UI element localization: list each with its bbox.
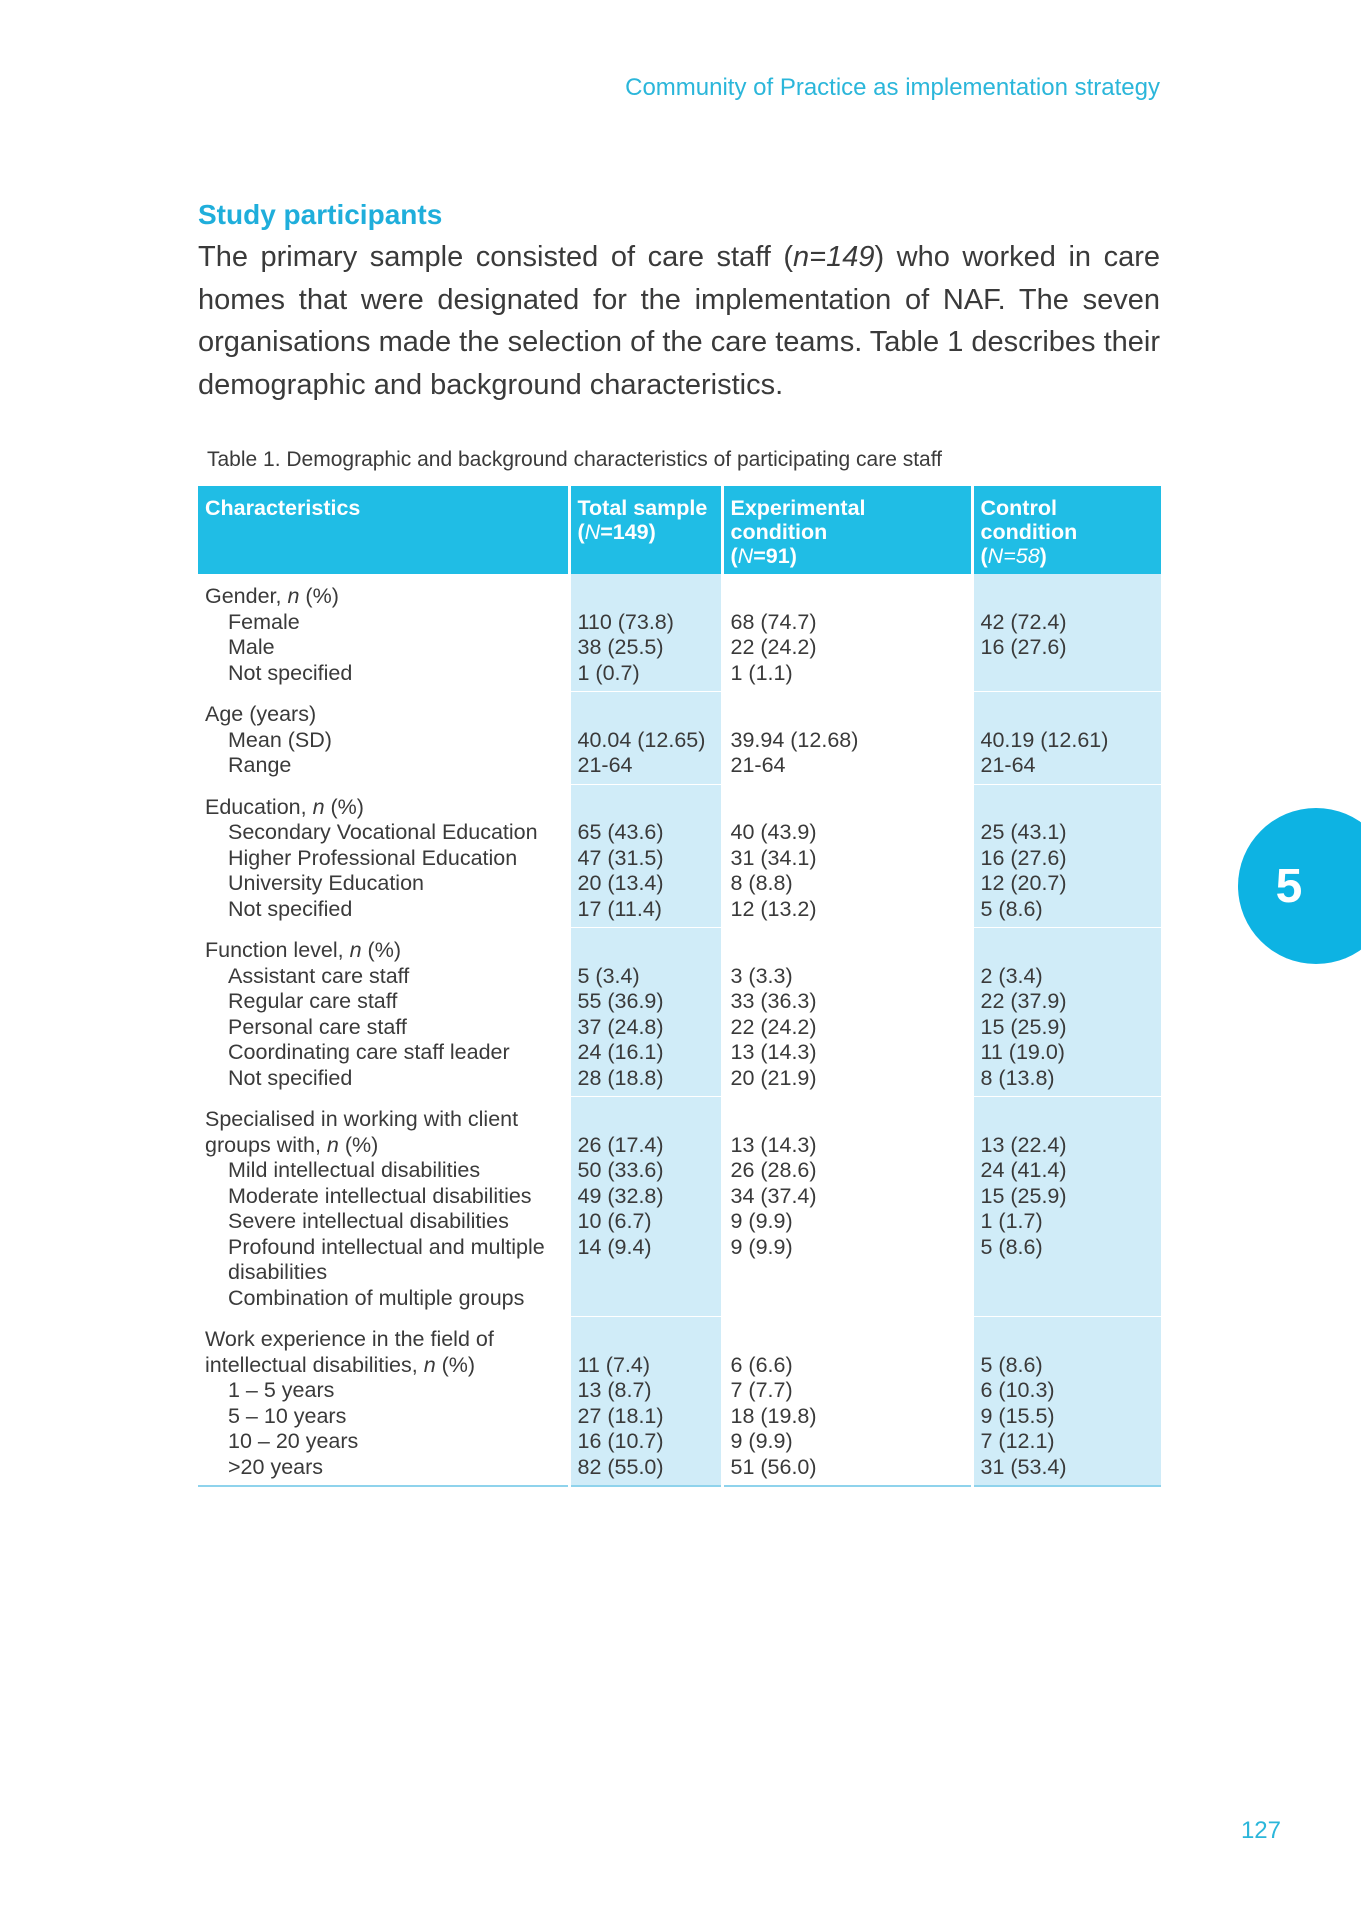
table-row (198, 784, 1161, 928)
cell-total: 40.04 (12.65) 21-64 (569, 692, 722, 785)
chapter-badge (1238, 808, 1361, 964)
cell-control: 42 (72.4) 16 (27.6) (972, 574, 1161, 692)
cell-experimental: 39.94 (12.68) 21-64 (722, 692, 972, 785)
cell-total: 65 (43.6) 47 (31.5) 20 (13.4) 17 (11.4) (569, 784, 722, 928)
cell-control: 25 (43.1) 16 (27.6) 12 (20.7) 5 (8.6) (972, 784, 1161, 928)
header-experimental-condition: Experimental condition (N=91) (722, 486, 972, 574)
body-paragraph (198, 236, 1160, 406)
row-label-age: Age (years) Mean (SD) Range (198, 692, 569, 785)
cell-control: 40.19 (12.61) 21-64 (972, 692, 1161, 785)
table-caption: Table 1. Demographic and background characteristics of participating care staff (207, 448, 943, 471)
characteristics-table (198, 486, 1161, 1487)
section-title: Study participants (198, 199, 443, 230)
paragraph-n-expression: n=149 (793, 241, 875, 273)
cell-total: 5 (3.4) 55 (36.9) 37 (24.8) 24 (16.1) 28 (18.8) (569, 928, 722, 1097)
cell-control: 5 (8.6) 6 (10.3) 9 (15.5) 7 (12.1) 31 (53.4) (972, 1317, 1161, 1487)
page-number: 127 (1240, 1817, 1281, 1844)
cell-control: 13 (22.4) 24 (41.4) 15 (25.9) 1 (1.7) 5 (8.6) (972, 1097, 1161, 1317)
table-header-row (198, 486, 1161, 574)
cell-experimental: 13 (14.3) 26 (28.6) 34 (37.4) 9 (9.9) 9 (9.9) (722, 1097, 972, 1317)
running-head: Community of Practice as implementation strategy (625, 74, 1160, 101)
row-label-work-experience: Work experience in the field of intellectual disabilities, n (%) 1 – 5 years 5 – 10 years 10 – 20 years >20 years (198, 1317, 569, 1487)
cell-experimental: 68 (74.7) 22 (24.2) 1 (1.1) (722, 574, 972, 692)
cell-experimental: 6 (6.6) 7 (7.7) 18 (19.8) 9 (9.9) 51 (56.0) (722, 1317, 972, 1487)
row-label-education: Education, n (%) Secondary Vocational Education Higher Professional Education University Education Not specified (198, 784, 569, 928)
header-total-sample: Total sample (N=149) (569, 486, 722, 574)
header-control-condition: Control condition (N=58) (972, 486, 1161, 574)
table-row (198, 692, 1161, 785)
chapter-number: 5 (1275, 859, 1303, 913)
table-row (198, 1317, 1161, 1487)
table-row (198, 574, 1161, 692)
row-label-function-level: Function level, n (%) Assistant care staff Regular care staff Personal care staff Coordinating care staff leader Not specified (198, 928, 569, 1097)
cell-experimental: 40 (43.9) 31 (34.1) 8 (8.8) 12 (13.2) (722, 784, 972, 928)
header-characteristics: Characteristics (198, 486, 569, 574)
cell-total: 26 (17.4) 50 (33.6) 49 (32.8) 10 (6.7) 14 (9.4) (569, 1097, 722, 1317)
cell-control: 2 (3.4) 22 (37.9) 15 (25.9) 11 (19.0) 8 (13.8) (972, 928, 1161, 1097)
row-label-gender: Gender, n (%) Female Male Not specified (198, 574, 569, 692)
cell-experimental: 3 (3.3) 33 (36.3) 22 (24.2) 13 (14.3) 20 (21.9) (722, 928, 972, 1097)
paragraph-part-2: ) who worked in care homes that were designated for the implementation of NAF. The seven organisations made the selection of the care teams. Table 1 describes their demographic and background characteristics. (198, 241, 1160, 401)
paragraph-part-1: The primary sample consisted of care staff ( (198, 241, 794, 273)
cell-total: 110 (73.8) 38 (25.5) 1 (0.7) (569, 574, 722, 692)
row-label-specialised: Specialised in working with client groups with, n (%) Mild intellectual disabilities Moderate intellectual disabilities Severe intellectual disabilities Profound intellectual and multiple disabilities Combination of multiple groups (198, 1097, 569, 1317)
cell-total: 11 (7.4) 13 (8.7) 27 (18.1) 16 (10.7) 82 (55.0) (569, 1317, 722, 1487)
table-row (198, 1097, 1161, 1317)
table-row (198, 928, 1161, 1097)
